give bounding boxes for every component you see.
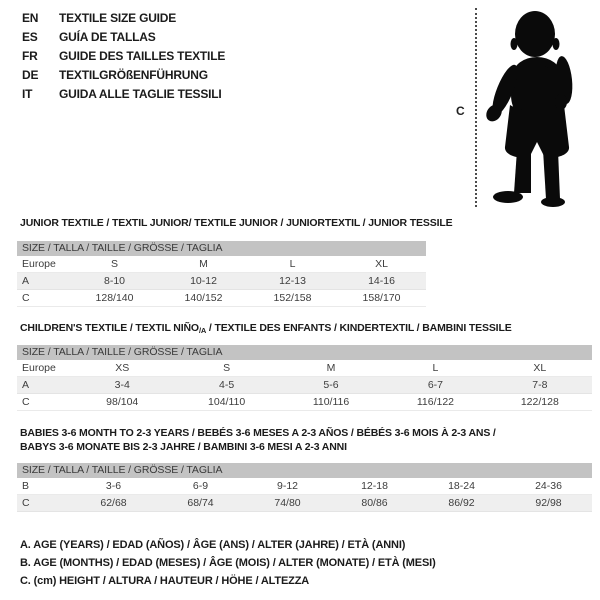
age-cell: 9-12 xyxy=(276,480,298,492)
size-cell: M xyxy=(199,258,208,270)
height-cell: 98/104 xyxy=(106,396,139,408)
table-row-age xyxy=(17,377,592,394)
height-cell: 122/128 xyxy=(520,396,559,408)
height-cell: 92/98 xyxy=(535,497,562,509)
row-label: A xyxy=(22,275,30,287)
table-row-age-months xyxy=(17,478,592,495)
height-cell: 62/68 xyxy=(100,497,127,509)
lang-code: FR xyxy=(22,48,38,63)
lang-code: EN xyxy=(22,10,39,25)
table-row-age xyxy=(17,273,426,290)
lang-code: ES xyxy=(22,29,38,44)
legend-line-b: B. AGE (MONTHS) / EDAD (MESES) / ÂGE (MOIS) / ALTER (MONATE) / ETÀ (MESI) xyxy=(20,557,436,569)
title-subscript: /A xyxy=(198,326,207,335)
language-list xyxy=(22,8,225,103)
lang-title: GUÍA DE TALLAS xyxy=(59,29,156,44)
row-label: Europe xyxy=(22,362,56,374)
height-cell: 80/86 xyxy=(361,497,388,509)
row-label: Europe xyxy=(22,258,56,270)
height-figure xyxy=(450,0,600,215)
height-cell: 158/170 xyxy=(362,292,401,304)
title-text: CHILDREN'S TEXTILE / TEXTIL NIÑO xyxy=(20,322,199,334)
measure-label-c: C xyxy=(456,104,465,118)
lang-title: TEXTILE SIZE GUIDE xyxy=(59,10,177,25)
height-cell: 68/74 xyxy=(187,497,214,509)
height-cell: 116/122 xyxy=(416,396,455,408)
lang-code: DE xyxy=(22,67,39,82)
height-cell: 110/116 xyxy=(312,396,350,408)
lang-title: TEXTILGRÖßENFÜHRUNG xyxy=(59,67,208,82)
age-cell: 3-6 xyxy=(105,480,122,492)
legend-line-a: A. AGE (YEARS) / EDAD (AÑOS) / ÂGE (ANS) / ALTER (JAHRE) / ETÀ (ANNI) xyxy=(20,539,406,551)
size-header-bar: SIZE / TALLA / TAILLE / GRÖSSE / TAGLIA xyxy=(17,241,426,256)
size-cell: M xyxy=(326,362,336,374)
table-row-europe xyxy=(17,256,426,273)
age-cell: 6-7 xyxy=(427,379,444,391)
height-measure-dotted-line xyxy=(475,8,477,207)
junior-table xyxy=(17,241,426,307)
age-cell: 10-12 xyxy=(190,275,217,287)
lang-row-de xyxy=(22,65,225,84)
height-cell: 74/80 xyxy=(274,497,301,509)
age-cell: 24-36 xyxy=(535,480,562,492)
height-cell: 128/140 xyxy=(95,292,134,304)
children-table-title xyxy=(20,322,512,335)
age-cell: 5-6 xyxy=(323,379,339,391)
babies-table-title xyxy=(20,426,496,454)
size-cell: XL xyxy=(533,362,547,374)
row-label: C xyxy=(22,497,30,509)
size-cell: L xyxy=(432,362,439,374)
row-label: A xyxy=(22,379,30,391)
title-line-1: BABIES 3-6 MONTH TO 2-3 YEARS / BEBÉS 3-6 MESES A 2-3 AÑOS / BÉBÉS 3-6 MOIS À 2-3 ANS / xyxy=(20,427,496,439)
lang-title: GUIDE DES TAILLES TEXTILE xyxy=(59,48,226,63)
height-cell: 104/110 xyxy=(208,396,246,408)
age-cell: 12-18 xyxy=(361,480,388,492)
lang-row-fr xyxy=(22,46,225,65)
baby-silhouette-icon xyxy=(480,0,600,215)
table-row-europe xyxy=(17,360,592,377)
size-cell: S xyxy=(223,362,231,374)
age-cell: 6-9 xyxy=(192,480,209,492)
lang-code: IT xyxy=(22,86,33,101)
children-table xyxy=(17,345,592,411)
size-cell: XS xyxy=(115,362,130,374)
legend-line-c: C. (cm) HEIGHT / ALTURA / HAUTEUR / HÖHE / ALTEZZA xyxy=(20,575,310,587)
age-cell: 8-10 xyxy=(103,275,125,287)
age-cell: 18-24 xyxy=(448,480,475,492)
size-cell: L xyxy=(289,258,296,270)
table-row-height xyxy=(17,394,592,411)
age-cell: 12-13 xyxy=(279,275,306,287)
size-header-bar: SIZE / TALLA / TAILLE / GRÖSSE / TAGLIA xyxy=(17,463,592,478)
table-row-height xyxy=(17,290,426,307)
row-label: C xyxy=(22,396,30,408)
row-label: C xyxy=(22,292,30,304)
size-header-bar: SIZE / TALLA / TAILLE / GRÖSSE / TAGLIA xyxy=(17,345,592,360)
lang-title: GUIDA ALLE TAGLIE TESSILI xyxy=(59,86,222,101)
row-label: B xyxy=(22,480,30,492)
title-text: / TEXTILE DES ENFANTS / KINDERTEXTIL / BAMBINI TESSILE xyxy=(206,322,512,334)
babies-table xyxy=(17,463,592,512)
title-line-2: BABYS 3-6 MONATE BIS 2-3 JAHRE / BAMBINI 3-6 MESI A 2-3 ANNI xyxy=(20,441,347,453)
lang-row-it xyxy=(22,84,225,103)
table-row-height xyxy=(17,495,592,512)
height-cell: 86/92 xyxy=(448,497,475,509)
age-cell: 4-5 xyxy=(219,379,235,391)
lang-row-es xyxy=(22,27,225,46)
size-cell: XL xyxy=(375,258,388,270)
age-cell: 14-16 xyxy=(368,275,395,287)
measurement-legend xyxy=(20,536,436,590)
size-cell: S xyxy=(110,258,118,270)
lang-row-en xyxy=(22,8,225,27)
height-cell: 152/158 xyxy=(273,292,312,304)
junior-table-title: JUNIOR TEXTILE / TEXTIL JUNIOR/ TEXTILE JUNIOR / JUNIORTEXTIL / JUNIOR TESSILE xyxy=(20,217,453,229)
age-cell: 3-4 xyxy=(114,379,130,391)
height-cell: 140/152 xyxy=(184,292,223,304)
age-cell: 7-8 xyxy=(532,379,548,391)
